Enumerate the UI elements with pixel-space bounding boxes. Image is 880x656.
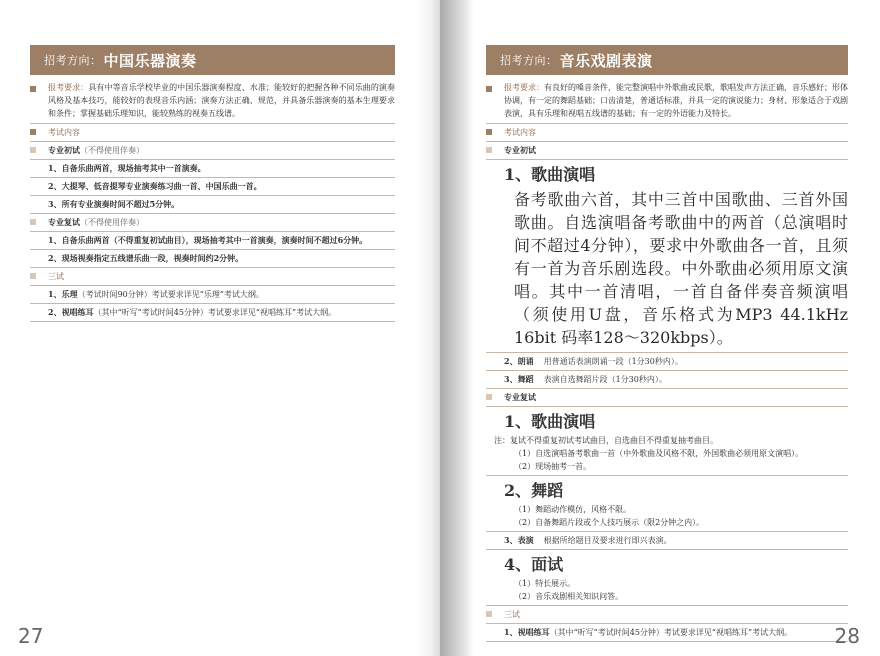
left-page-number: 27 xyxy=(18,624,44,648)
left-req-text: 具有中等音乐学校毕业的中国乐器演奏程度、水准；能较好的把握各种不同乐曲的演奏风格及基本技巧，能较好的表现音乐内涵；演奏方法正确、规范，并具备乐器演奏的基本生理要求和条件；掌握基础乐理知识，能较熟练的视奏五线谱。 xyxy=(48,83,395,118)
right-retest-song-item-1: （1）自选演唱备考歌曲一首（中外歌曲及风格不限，外国歌曲必须用原文演唱）。 xyxy=(514,449,804,458)
right-retest-interview-item-2: （2）音乐戏剧相关知识问答。 xyxy=(514,592,624,601)
left-content-heading: 考试内容 xyxy=(30,124,395,142)
right-retest-interview-title: 4、面试 xyxy=(504,555,564,574)
square-bullet-icon xyxy=(30,129,36,135)
left-req-label: 报考要求： xyxy=(48,83,89,92)
square-bullet-icon xyxy=(30,86,36,92)
right-content-heading: 考试内容 xyxy=(486,124,848,142)
right-retest-dance-item-2: （2）自备舞蹈片段或个人技巧展示（限2分钟之内）。 xyxy=(514,518,705,527)
square-bullet-icon xyxy=(30,273,36,279)
square-bullet-icon xyxy=(486,394,492,400)
square-bullet-icon xyxy=(30,147,36,153)
right-retest-interview-item-1: （1）特长展示。 xyxy=(514,579,576,588)
left-prelim-item-1: 1、自备乐曲两首，现场抽考其中一首演奏。 xyxy=(30,160,395,178)
left-prelim-item-3: 3、所有专业演奏时间不超过5分钟。 xyxy=(30,196,395,214)
right-req-label: 报考要求： xyxy=(504,83,544,92)
right-prelim-heading: 专业初试 xyxy=(486,142,848,160)
left-retest-heading: 专业复试（不得使用伴奏） xyxy=(30,214,395,232)
right-retest-heading: 专业复试 xyxy=(486,389,848,407)
right-retest-song-note: 注：复试不得重复初试考试曲目，自选曲目不得重复抽考曲目。 xyxy=(494,436,718,445)
right-prelim-song-title: 1、歌曲演唱 xyxy=(504,165,596,184)
left-third-item-1: 1、乐理（考试时间90分钟）考试要求详见“乐理”考试大纲。 xyxy=(30,286,395,304)
left-band-prefix: 招考方向： xyxy=(44,54,102,67)
right-third-item-1: 1、视唱练耳（其中“听写”考试时间45分钟）考试要求详见“视唱练耳”考试大纲。 xyxy=(486,624,848,642)
right-retest-perform: 3、表演 根据所给题目及要求进行即兴表演。 xyxy=(486,532,848,550)
left-band-title: 中国乐器演奏 xyxy=(103,51,197,70)
right-req-text: 有良好的嗓音条件，能完整演唱中外歌曲或民歌，歌唱发声方法正确，音乐感好；形体协调，有一定的舞蹈基础；口齿清楚，普通话标准，并具一定的演说能力；身材、形象适合于戏剧表演，具有乐理和视唱五线谱的基础；有一定的外语能力及特长。 xyxy=(504,83,848,118)
left-retest-item-1: 1、自备乐曲两首（不得重复初试曲目），现场抽考其中一首演奏，演奏时间不超过6分钟。 xyxy=(30,232,395,250)
right-retest-dance-title: 2、舞蹈 xyxy=(504,481,564,500)
left-title-band xyxy=(30,45,395,75)
right-retest-song-item-2: （2）现场抽考一首。 xyxy=(514,462,592,471)
right-page xyxy=(440,0,880,656)
square-bullet-icon xyxy=(486,86,492,92)
right-retest-interview-block xyxy=(486,550,848,606)
right-third-heading: 三试 xyxy=(486,606,848,624)
left-third-item-2: 2、视唱练耳（其中“听写”考试时间45分钟）考试要求详见“视唱练耳”考试大纲。 xyxy=(30,304,395,322)
right-prelim-song-desc: 备考歌曲六首，其中三首中国歌曲、三首外国歌曲。自选演唱备考歌曲中的两首（总演唱时间不超过4分钟），要求中外歌曲各一首，且须有一首为音乐剧选段。中外歌曲必须用原文演唱。其中一首清唱，一首自备伴奏音频演唱（须使用U盘，音乐格式为MP3 44.1kHz 16bit 码率128～320kbps）。 xyxy=(514,190,848,347)
right-prelim-dance: 3、舞蹈 表演自选舞蹈片段（1分30秒内）。 xyxy=(486,371,848,389)
right-prelim-song-block xyxy=(486,160,848,353)
right-retest-dance-block xyxy=(486,476,848,532)
right-retest-dance-item-1: （1）舞蹈动作模仿，风格不限。 xyxy=(514,505,632,514)
right-column xyxy=(486,45,848,642)
square-bullet-icon xyxy=(486,129,492,135)
left-retest-item-2: 2、现场视奏指定五线谱乐曲一段，视奏时间约2分钟。 xyxy=(30,250,395,268)
right-requirements xyxy=(486,81,848,124)
left-prelim-heading: 专业初试（不得使用伴奏） xyxy=(30,142,395,160)
square-bullet-icon xyxy=(486,611,492,617)
right-page-number: 28 xyxy=(834,624,860,648)
right-band-title: 音乐戏剧表演 xyxy=(559,51,653,70)
left-requirements xyxy=(30,81,395,124)
right-retest-song-title: 1、歌曲演唱 xyxy=(504,412,596,431)
square-bullet-icon xyxy=(486,147,492,153)
right-title-band xyxy=(486,45,848,75)
left-prelim-item-2: 2、大提琴、低音提琴专业演奏练习曲一首、中国乐曲一首。 xyxy=(30,178,395,196)
left-column xyxy=(30,45,395,322)
right-retest-song-block xyxy=(486,407,848,476)
right-band-prefix: 招考方向： xyxy=(500,54,558,67)
right-gutter-shadow xyxy=(440,0,474,656)
right-prelim-recite: 2、朗诵 用普通话表演朗诵一段（1分30秒内）。 xyxy=(486,353,848,371)
left-third-heading: 三试 xyxy=(30,268,395,286)
square-bullet-icon xyxy=(30,219,36,225)
left-gutter-shadow xyxy=(418,0,440,656)
